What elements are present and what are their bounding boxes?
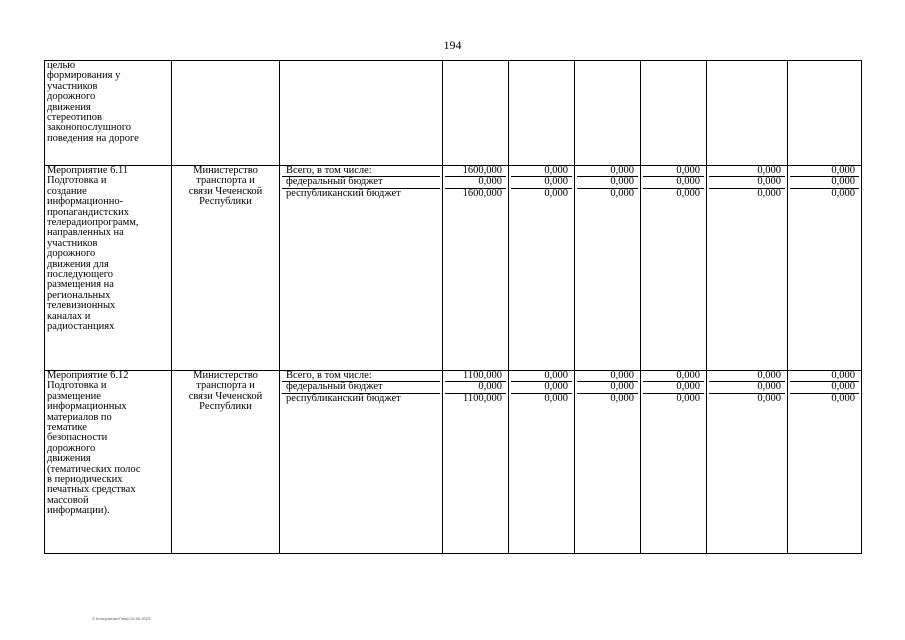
value-republic: 0,000 [676, 393, 700, 404]
value-republic: 0,000 [610, 393, 634, 404]
value-column [443, 371, 509, 554]
measure-executor: Министерство транспорта и связи Чеченской Республики [172, 371, 280, 554]
value-republic: 1600,000 [462, 188, 502, 199]
value-column [641, 166, 707, 371]
value-column [575, 371, 641, 554]
value-total: 0,000 [790, 166, 859, 177]
table-row-continuation [45, 61, 862, 166]
value-cell [788, 61, 862, 166]
footer-watermark: © КонсультантПлюс 04.05.2023 [92, 616, 151, 621]
value-republic: 0,000 [757, 188, 781, 199]
funding-source-federal: федеральный бюджет [282, 177, 440, 188]
measure-executor: Министерство транспорта и связи Чеченской Республики [172, 166, 280, 371]
funding-source-total: Всего, в том числе: [282, 166, 440, 177]
value-total: 0,000 [511, 166, 572, 177]
value-federal: 0,000 [643, 177, 704, 188]
value-federal: 0,000 [643, 382, 704, 393]
value-column [509, 371, 575, 554]
table-row-measure-6-12 [45, 371, 862, 554]
value-total: 0,000 [577, 166, 638, 177]
value-republic: 0,000 [610, 188, 634, 199]
measure-description: целью формирования у участников дорожного движения стереотипов законопослушного поведения на дороге [45, 61, 172, 166]
value-total: 0,000 [511, 371, 572, 382]
funding-source-total: Всего, в том числе: [282, 371, 440, 382]
value-federal: 0,000 [445, 177, 506, 188]
value-total: 0,000 [643, 371, 704, 382]
value-cell [443, 61, 509, 166]
funding-sources [280, 371, 443, 554]
value-total: 0,000 [790, 371, 859, 382]
value-total: 1100,000 [445, 371, 506, 382]
measure-description: Мероприятие 6.11 Подготовка и создание информационно- пропагандистских телерадиопрограмм, направленных на участников дорожного движения для последующего размещения на региональных телевизионных каналах и радиостанциях [45, 166, 172, 371]
value-federal: 0,000 [790, 177, 859, 188]
value-column [575, 166, 641, 371]
value-column [707, 371, 788, 554]
value-republic: 0,000 [544, 188, 568, 199]
value-column [641, 371, 707, 554]
value-republic: 1100,000 [463, 393, 502, 404]
funding-source-cell [280, 61, 443, 166]
value-total: 0,000 [577, 371, 638, 382]
value-cell [509, 61, 575, 166]
funding-source-federal: федеральный бюджет [282, 382, 440, 393]
executor-cell [172, 61, 280, 166]
value-column [788, 371, 862, 554]
value-federal: 0,000 [511, 382, 572, 393]
value-republic: 0,000 [831, 393, 855, 404]
page-number: 194 [443, 38, 462, 52]
value-federal: 0,000 [445, 382, 506, 393]
table-row-measure-6-11 [45, 166, 862, 371]
value-federal: 0,000 [709, 177, 785, 188]
value-cell [707, 61, 788, 166]
value-republic: 0,000 [544, 393, 568, 404]
value-column [707, 166, 788, 371]
value-cell [575, 61, 641, 166]
value-federal: 0,000 [790, 382, 859, 393]
value-total: 0,000 [709, 166, 785, 177]
value-republic: 0,000 [757, 393, 781, 404]
funding-source-republic: республиканский бюджет [286, 188, 401, 199]
value-federal: 0,000 [577, 177, 638, 188]
value-federal: 0,000 [709, 382, 785, 393]
value-column [443, 166, 509, 371]
value-total: 0,000 [709, 371, 785, 382]
value-republic: 0,000 [831, 188, 855, 199]
value-total: 0,000 [643, 166, 704, 177]
value-federal: 0,000 [577, 382, 638, 393]
value-total: 1600,000 [445, 166, 506, 177]
value-republic: 0,000 [676, 188, 700, 199]
value-column [509, 166, 575, 371]
measure-description: Мероприятие 6.12 Подготовка и размещение информационных материалов по тематике безопасности дорожного движения (тематических полос в периодических печатных средствах массовой информации). [45, 371, 172, 554]
value-federal: 0,000 [511, 177, 572, 188]
funding-sources [280, 166, 443, 371]
funding-source-republic: республиканский бюджет [286, 393, 401, 404]
program-measures-table [44, 60, 862, 554]
value-cell [641, 61, 707, 166]
value-column [788, 166, 862, 371]
